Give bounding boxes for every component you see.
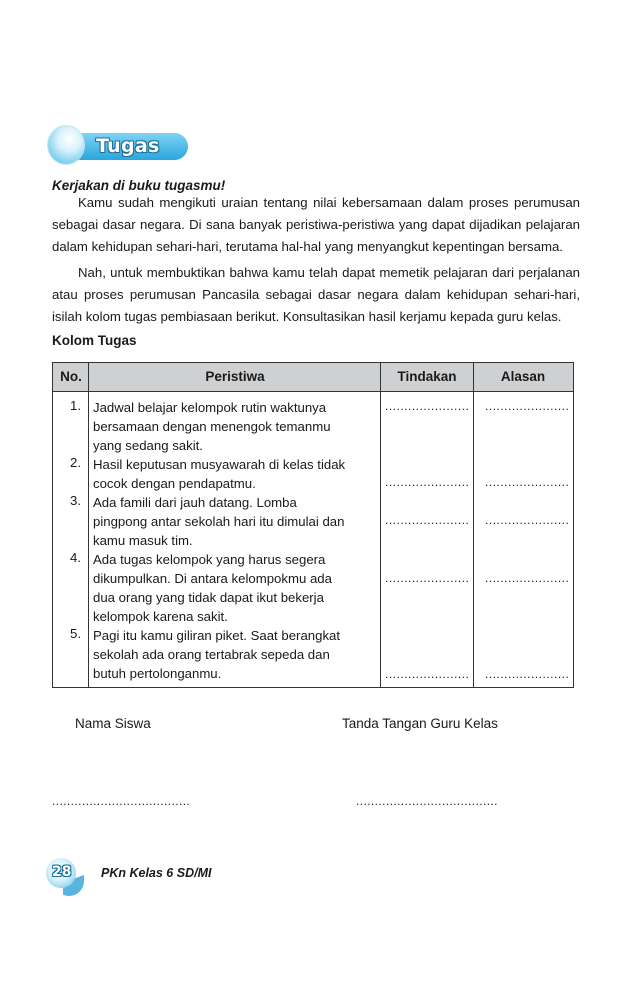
badge-label: Tugas: [96, 135, 160, 157]
table-header: [53, 363, 573, 392]
column-divider: [88, 363, 89, 687]
instruction: Kerjakan di buku tugasmu!: [52, 178, 226, 193]
page-number: 28: [52, 864, 72, 880]
tindakan-blank: ......................: [385, 399, 470, 413]
tugas-badge: [48, 126, 188, 166]
tindakan-blank: ......................: [385, 667, 470, 681]
event-text: Ada famili dari jauh datang. Lomba pingpong antar sekolah hari itu dimulai dan kamu masuk tim.: [93, 495, 345, 548]
row-number: 5.: [70, 626, 81, 641]
row-number: 2.: [70, 455, 81, 470]
tindakan-blank: ......................: [385, 475, 470, 489]
header-alasan: Alasan: [500, 369, 546, 384]
paragraph-1: Kamu sudah mengikuti uraian tentang nilai kebersamaan dalam proses perumusan sebagai dasar negara. Di sana banyak peristiwa-peristiwa yang dapat dijadikan pelajaran dalam kehidupan sehari-hari, terutama hal-hal yang menyangkut kepentingan bersama.: [52, 195, 580, 254]
book-title: PKn Kelas 6 SD/MI: [101, 866, 212, 880]
task-table: [52, 362, 574, 688]
table-title: Kolom Tugas: [52, 333, 137, 348]
tindakan-blank: ......................: [385, 571, 470, 585]
event-text: Pagi itu kamu giliran piket. Saat berangkat sekolah ada orang tertabrak sepeda dan butuh pertolonganmu.: [93, 628, 341, 681]
teacher-signature-label: Tanda Tangan Guru Kelas: [342, 716, 498, 731]
alasan-blank: ......................: [485, 667, 570, 681]
alasan-blank: ......................: [485, 399, 570, 413]
event-text: Ada tugas kelompok yang harus segera dikumpulkan. Di antara kelompokmu ada dua orang yang tidak dapat ikut bekerja kelompok karena sakit.: [93, 552, 332, 624]
header-tindakan: Tindakan: [397, 369, 457, 384]
badge-circle-icon: [48, 126, 84, 164]
student-name-line: .....................................: [52, 794, 191, 808]
tindakan-blank: ......................: [385, 513, 470, 527]
column-divider: [473, 363, 474, 687]
student-name-label: Nama Siswa: [75, 716, 151, 731]
column-divider: [380, 363, 381, 687]
row-number: 1.: [70, 398, 81, 413]
paragraph-2: Nah, untuk membuktikan bahwa kamu telah dapat memetik pelajaran dari perjalanan atau proses perumusan Pancasila sebagai dasar negara dalam kehidupan sehari-hari, isilah kolom tugas pembiasaan berikut. Konsultasikan hasil kerjamu kepada guru kelas.: [52, 265, 580, 324]
teacher-signature-line: ......................................: [356, 794, 498, 808]
alasan-blank: ......................: [485, 513, 570, 527]
alasan-blank: ......................: [485, 571, 570, 585]
header-no: No.: [60, 369, 82, 384]
event-text: Hasil keputusan musyawarah di kelas tidak cocok dengan pendapatmu.: [93, 457, 346, 491]
header-peristiwa: Peristiwa: [205, 369, 265, 384]
alasan-blank: ......................: [485, 475, 570, 489]
page-number-badge: [46, 858, 84, 896]
row-number: 3.: [70, 493, 81, 508]
row-number: 4.: [70, 550, 81, 565]
event-text: Jadwal belajar kelompok rutin waktunya bersamaan dengan menengok temanmu yang sedang sakit.: [93, 400, 331, 453]
